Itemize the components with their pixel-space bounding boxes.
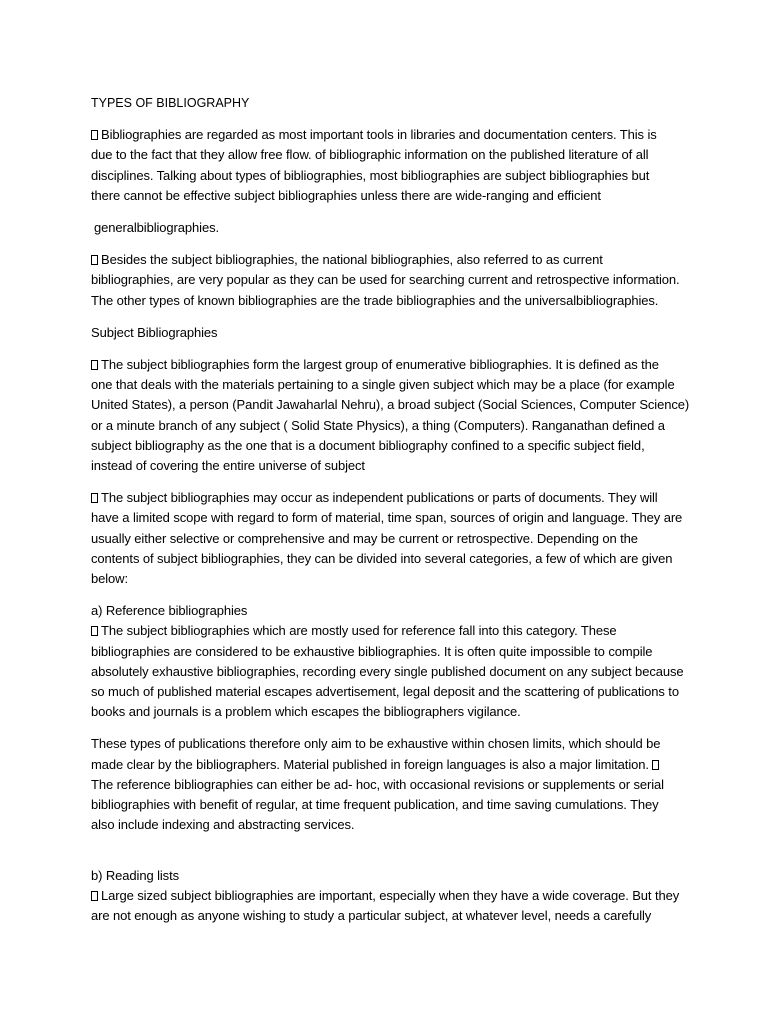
box-bullet-icon (91, 255, 98, 265)
box-bullet-icon (91, 626, 98, 636)
box-bullet-icon (91, 130, 98, 140)
section-reading-lists: b) Reading lists Large sized subject bibliographies are important, especially when they have a wide coverage. But they are not enough as anyone wishing to study a particular subject, at whatever level, needs a carefully (91, 866, 708, 927)
paragraph-exhaustive-limits: These types of publications therefore only aim to be exhaustive within chosen limits, which should be made clear by the bibliographers. Material published in foreign languages is also a major limitation. The reference bibliographies can either be ad- hoc, with occasional revisions or supplements or serial bibliographies with benefit of regular, at time frequent publication, and time saving cumulations. They also include indexing and abstracting services. (91, 736, 664, 833)
paragraph-subject-definition: The subject bibliographies form the largest group of enumerative bibliographies. It is defined as the one that deals with the materials pertaining to a single given subject which may be a place (for example United States), a person (Pandit Jawaharlal Nehru), a broad subject (Social Sciences, Computer Science) or a minute branch of any subject ( Solid State Physics), a thing (Computers). Ranganathan defined a subject bibliography as the one that is a document bibliography confined to a specific subject field, instead of covering the entire universe of subject (91, 357, 690, 474)
box-bullet-icon (652, 760, 659, 770)
paragraph-subject-forms: The subject bibliographies may occur as independent publications or parts of documents. They will have a limited scope with regard to form of material, time span, sources of origin and language. They are usually either selective or comprehensive and may be current or retrospective. Depending on the contents of subject bibliographies, they can be divided into several categories, a few of which are given below: (91, 490, 683, 587)
document-title: TYPES OF BIBLIOGRAPHY (91, 96, 250, 110)
paragraph-intro: Bibliographies are regarded as most important tools in libraries and documentation centers. This is due to the fact that they allow free flow. of bibliographic information on the published literature of all disciplines. Talking about types of bibliographies, most bibliographies are subject bibliographies but there cannot be effective subject bibliographies unless there are wide-ranging and efficient (91, 127, 657, 203)
box-bullet-icon (91, 891, 98, 901)
paragraph-general-bibliographies: generalbibliographies. (94, 220, 220, 236)
paragraph-national-bibliographies: Besides the subject bibliographies, the national bibliographies, also referred to as current bibliographies, are very popular as they can be used for searching current and retrospective information. The other types of known bibliographies are the trade bibliographies and the universalbibliographies. (91, 252, 680, 308)
section-heading-b: b) Reading lists (91, 867, 179, 883)
section-reference-bibliographies: a) Reference bibliographies The subject bibliographies which are mostly used for reference fall into this category. These bibliographies are considered to be exhaustive bibliographies. It is often quite impossible to compile absolutely exhaustive bibliographies, recording every single published document on any subject because so much of published material escapes advertisement, legal deposit and the scattering of publications to books and journals is a problem which escapes the bibliographers vigilance. (91, 601, 708, 722)
box-bullet-icon (91, 493, 98, 503)
box-bullet-icon (91, 360, 98, 370)
subheading-subject-bibliographies: Subject Bibliographies (91, 324, 218, 340)
section-heading-a: a) Reference bibliographies (91, 603, 248, 619)
